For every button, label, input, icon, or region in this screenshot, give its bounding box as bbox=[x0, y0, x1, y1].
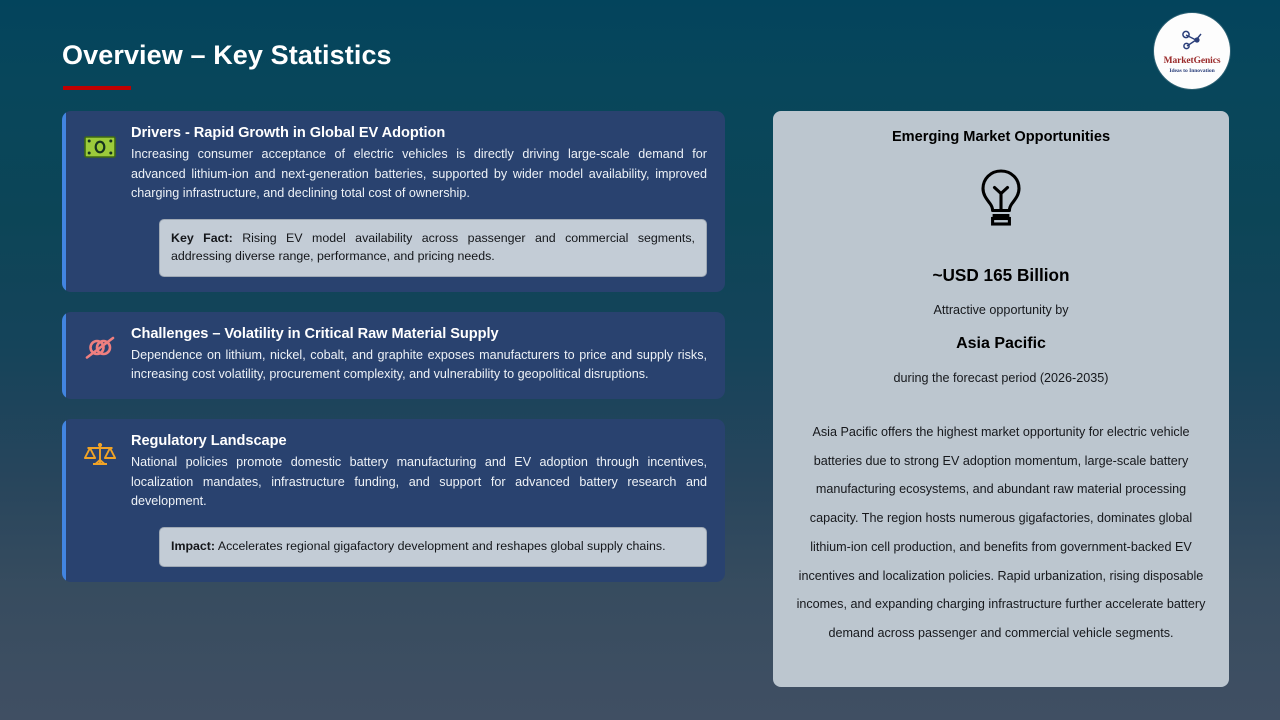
page-title: Overview – Key Statistics bbox=[62, 40, 392, 70]
note-label: Key Fact: bbox=[171, 231, 233, 246]
note-label: Impact: bbox=[171, 539, 216, 554]
balance-scale-icon bbox=[82, 438, 118, 472]
brand-logo bbox=[1154, 13, 1230, 89]
lightbulb-icon bbox=[787, 167, 1215, 227]
card-regulatory-landscape[interactable] bbox=[62, 419, 725, 581]
card-challenges[interactable] bbox=[62, 312, 725, 399]
card-drivers[interactable] bbox=[62, 111, 725, 292]
logo-tagline: Ideas to Innovation bbox=[1169, 67, 1215, 74]
note-text: Rising EV model availability across passenger and commercial segments, addressing diverse range, performance, and pricing needs. bbox=[171, 231, 695, 264]
key-fact-note bbox=[159, 219, 707, 277]
opportunity-value: ~USD 165 Billion bbox=[932, 265, 1070, 285]
card-description: Dependence on lithium, nickel, cobalt, and graphite exposes manufacturers to price and supply risks, increasing cost volatility, procurement complexity, and vulnerability to geopolitical disruptions. bbox=[131, 347, 707, 382]
opportunity-subtitle: Attractive opportunity by bbox=[933, 303, 1069, 317]
panel-paragraph: Asia Pacific offers the highest market opportunity for electric vehicle batteries due to strong EV adoption momentum, large-scale battery manufacturing ecosystems, and abundant raw material processing capacity. The region hosts numerous gigafactories, dominates global lithium-ion cell production, and benefits from government-backed EV incentives and localization policies. Rapid urbanization, rising disposable incomes, and expanding charging infrastructure further accelerate battery demand across passenger and commercial vehicle segments. bbox=[796, 425, 1206, 640]
emerging-market-opportunities-panel bbox=[773, 111, 1229, 687]
broken-chain-link-icon bbox=[82, 331, 118, 365]
card-description: Increasing consumer acceptance of electric vehicles is directly driving large-scale demand for advanced lithium-ion and next-generation batteries, supported by wider model availability, improved charging infrastructure, and declining total cost of ownership. bbox=[131, 146, 707, 201]
note-text: Accelerates regional gigafactory development and reshapes global supply chains. bbox=[215, 539, 666, 554]
money-banknote-icon bbox=[82, 130, 118, 164]
card-title: Regulatory Landscape bbox=[131, 433, 287, 450]
title-underline-accent bbox=[63, 86, 131, 90]
impact-note bbox=[159, 527, 707, 566]
card-title: Drivers - Rapid Growth in Global EV Adoption bbox=[131, 125, 446, 141]
molecule-node-icon bbox=[1179, 29, 1205, 56]
forecast-period: during the forecast period (2026-2035) bbox=[893, 371, 1109, 385]
card-description: National policies promote domestic battery manufacturing and EV adoption through incentives, localization mandates, infrastructure funding, and support for advanced battery research and development. bbox=[131, 454, 707, 509]
opportunity-region: Asia Pacific bbox=[956, 335, 1046, 352]
panel-title: Emerging Market Opportunities bbox=[891, 129, 1111, 145]
key-statistics-card-list bbox=[62, 111, 725, 602]
card-title: Challenges – Volatility in Critical Raw Material Supply bbox=[131, 325, 499, 342]
logo-name: MarketGenics bbox=[1163, 55, 1221, 66]
